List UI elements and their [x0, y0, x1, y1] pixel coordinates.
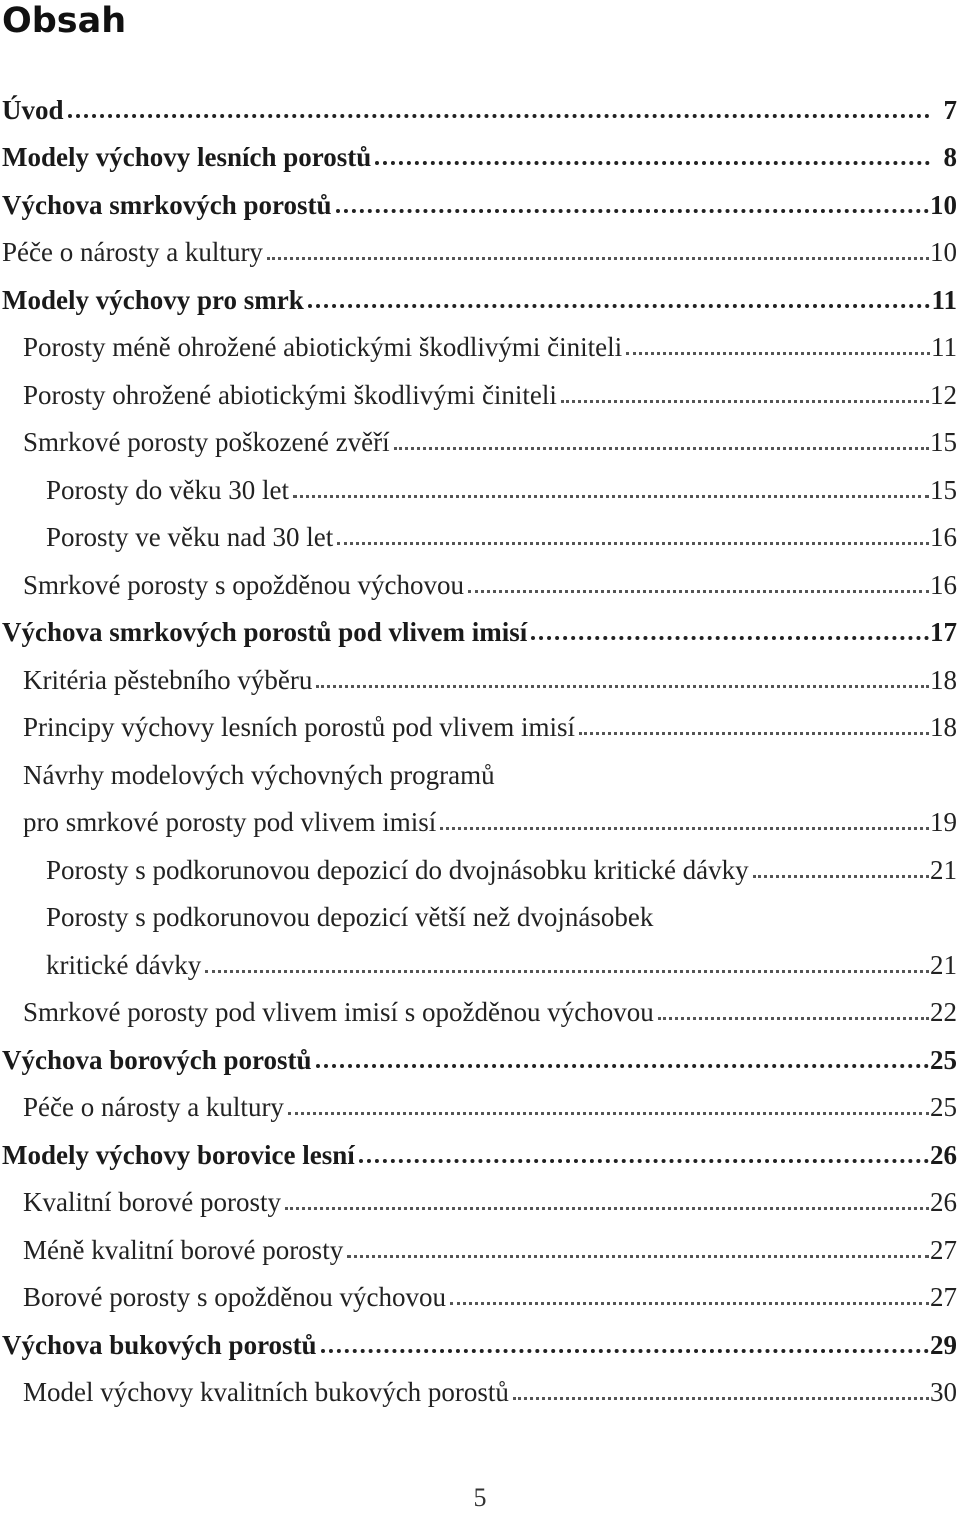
toc-entry[interactable] [0, 78, 957, 126]
toc-entry-page: 18 [930, 712, 957, 742]
dot-leader [337, 528, 929, 545]
toc-entry-page: 22 [930, 997, 957, 1027]
toc-entry-page: 12 [930, 379, 957, 410]
toc-entry-page: 26 [930, 1187, 957, 1217]
toc-entry[interactable] [0, 1218, 957, 1266]
toc-entry[interactable] [0, 458, 957, 506]
toc-entry-page: 18 [930, 664, 957, 695]
toc-entry-page: 29 [930, 1329, 957, 1360]
dot-leader [316, 1050, 929, 1068]
toc-entry-page: 27 [930, 1282, 957, 1312]
toc-entry-page: 16 [930, 522, 957, 552]
toc-entry[interactable] [0, 506, 957, 554]
dot-leader [394, 433, 929, 450]
toc-entry-title: Péče o nárosty a kultury [23, 1092, 284, 1122]
toc-entry-page: 7 [943, 94, 957, 125]
toc-entry-title: Kvalitní borové porosty [23, 1187, 281, 1217]
toc-entry-title: Porosty méně ohrožené abiotickými škodlivými činiteli [23, 332, 623, 362]
toc-entry-title-continued: kritické dávky [46, 949, 202, 980]
dot-leader [285, 1193, 929, 1210]
toc-entry[interactable] [0, 648, 957, 696]
toc-entry-title: Péče o nárosty a kultury [2, 237, 263, 267]
toc-entry-title: Modely výchovy lesních porostů [2, 142, 372, 172]
toc-entry-page: 26 [930, 1139, 957, 1170]
toc-entry-title: Návrhy modelových výchovných programů [23, 759, 495, 790]
toc-entry[interactable] [0, 601, 957, 649]
toc-entry-page: 17 [930, 617, 957, 647]
dot-leader [267, 243, 929, 260]
dot-leader [288, 1098, 929, 1115]
toc-entry[interactable] [0, 221, 957, 269]
toc-entry-title: Kritéria pěstebního výběru [23, 664, 313, 695]
dot-leader [68, 100, 930, 118]
toc-entry-page: 25 [930, 1044, 957, 1075]
toc-entry-title: Porosty do věku 30 let [46, 474, 289, 505]
toc-entry-title: Smrkové porosty s opožděnou výchovou [23, 569, 464, 600]
dot-leader [753, 861, 929, 878]
toc-entry[interactable] [0, 268, 957, 316]
toc-entry-page: 11 [931, 284, 957, 315]
dot-leader [531, 622, 929, 640]
toc-entry-title-continued: pro smrkové porosty pod vlivem imisí [23, 807, 437, 837]
toc-entry[interactable] [0, 981, 957, 1029]
toc-entry[interactable] [0, 838, 957, 886]
toc-entry-title: Porosty ohrožené abiotickými škodlivými činiteli [23, 379, 557, 410]
dot-leader [205, 956, 929, 973]
toc-entry[interactable] [0, 411, 957, 459]
toc-entry-page: 10 [930, 189, 957, 220]
toc-entry-page: 21 [930, 854, 957, 885]
toc-entry[interactable] [0, 1171, 957, 1219]
toc-entry-page: 30 [930, 1377, 957, 1407]
dot-leader [293, 481, 929, 498]
dot-leader [308, 290, 930, 308]
toc-entry-title: Méně kvalitní borové porosty [23, 1234, 344, 1265]
toc-entry-page: 27 [930, 1234, 957, 1265]
toc-entry[interactable] [0, 363, 957, 411]
toc-entry-title: Porosty ve věku nad 30 let [46, 522, 334, 552]
toc-entry-title: Smrkové porosty pod vlivem imisí s opožděnou výchovou [23, 997, 654, 1027]
toc-entry[interactable] [0, 886, 957, 981]
dot-leader [316, 671, 929, 688]
toc-entry[interactable] [0, 1313, 957, 1361]
toc-entry-title: Smrkové porosty poškozené zvěří [23, 427, 390, 457]
toc-entry[interactable] [0, 173, 957, 221]
toc-entry-page: 11 [931, 332, 957, 362]
dot-leader [336, 195, 929, 213]
dot-leader [321, 1335, 929, 1353]
toc-entry[interactable] [0, 126, 957, 174]
toc-entry[interactable] [0, 1076, 957, 1124]
toc-entry-title: Principy výchovy lesních porostů pod vlivem imisí [23, 712, 575, 742]
dot-leader [359, 1145, 929, 1163]
toc-entry-page: 8 [943, 142, 957, 172]
table-of-contents [0, 78, 957, 1408]
toc-entry-title: Úvod [2, 94, 64, 125]
toc-entry[interactable] [0, 553, 957, 601]
toc-entry-title: Porosty s podkorunovou depozicí větší než dvojnásobek [46, 902, 654, 932]
dot-leader [561, 386, 929, 403]
dot-leader [579, 718, 929, 735]
toc-entry-title: Výchova borových porostů [2, 1044, 312, 1075]
toc-entry-title: Model výchovy kvalitních bukových porostů [23, 1377, 509, 1407]
toc-entry[interactable] [0, 316, 957, 364]
toc-entry-page: 10 [930, 237, 957, 267]
toc-entry[interactable] [0, 1123, 957, 1171]
toc-entry-page: 15 [930, 474, 957, 505]
toc-entry-title: Výchova bukových porostů [2, 1329, 317, 1360]
toc-entry[interactable] [0, 1361, 957, 1409]
toc-entry[interactable] [0, 743, 957, 838]
toc-entry-title: Modely výchovy pro smrk [2, 284, 304, 315]
toc-entry-title: Borové porosty s opožděnou výchovou [23, 1282, 446, 1312]
toc-entry[interactable] [0, 1028, 957, 1076]
toc-entry[interactable] [0, 1266, 957, 1314]
dot-leader [440, 813, 929, 830]
dot-leader [347, 1241, 929, 1258]
toc-entry[interactable] [0, 696, 957, 744]
toc-entry-page: 16 [930, 569, 957, 600]
toc-entry-title: Výchova smrkových porostů [2, 189, 332, 220]
dot-leader [468, 576, 929, 593]
toc-entry-page: 21 [930, 949, 957, 980]
toc-entry-title: Porosty s podkorunovou depozicí do dvojnásobku kritické dávky [46, 854, 749, 885]
toc-entry-title: Modely výchovy borovice lesní [2, 1139, 355, 1170]
toc-entry-page: 19 [930, 807, 957, 837]
dot-leader [375, 147, 930, 165]
page-number: 5 [473, 1483, 487, 1512]
dot-leader [513, 1383, 929, 1400]
dot-leader [626, 338, 930, 355]
toc-entry-title: Výchova smrkových porostů pod vlivem imisí [2, 617, 528, 647]
dot-leader [658, 1003, 929, 1020]
toc-entry-page: 25 [930, 1092, 957, 1122]
page-title: Obsah [2, 1, 127, 41]
dot-leader [450, 1288, 929, 1305]
toc-entry-page: 15 [930, 427, 957, 457]
